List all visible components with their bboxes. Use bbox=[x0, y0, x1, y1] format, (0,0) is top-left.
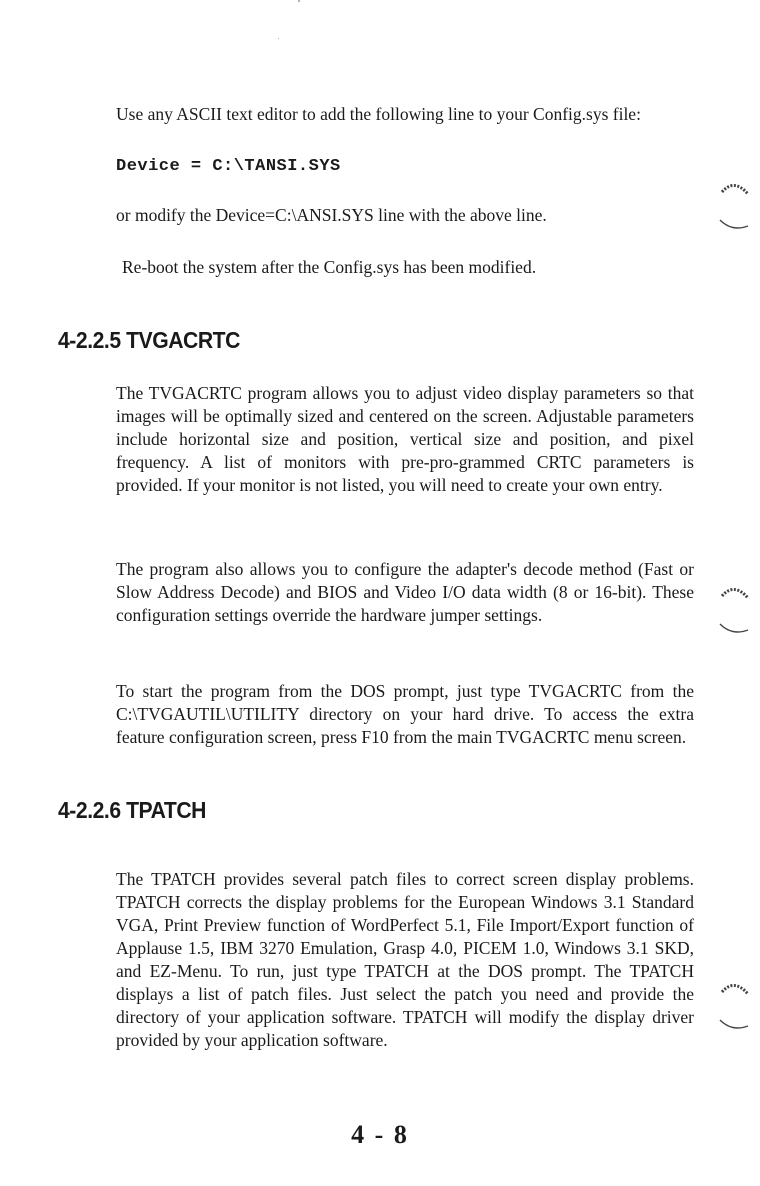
tvgacrtc-paragraph-3: To start the program from the DOS prompt, just type TVGACRTC from the C:\TVGAUTIL\UTILITY directory on your hard drive. To access the extra feature configuration screen, press F10 from the main TVGACRTC menu screen. bbox=[116, 681, 694, 747]
config-code-line: Device = C:\TANSI.SYS bbox=[116, 157, 341, 176]
binder-hole-icon bbox=[712, 580, 758, 640]
binder-hole-icon bbox=[712, 976, 758, 1036]
tpatch-paragraph-1: The TPATCH provides several patch files to correct screen display problems. TPATCH corrects the display problems for the European Windows 3.1 Standard VGA, Print Preview function of WordPerfect 5.1, File Import/Export function of Applause 1.5, IBM 3270 Emulation, Grasp 4.0, PICEM 1.0, Windows 3.1 SKD, and EZ-Menu. To run, just type TPATCH at the DOS prompt. The TPATCH displays a list of patch files. Just select the patch you need and provide the directory of your application software. TPATCH will modify the display driver provided by your application software. bbox=[116, 869, 694, 1050]
intro-modify-note: or modify the Device=C:\ANSI.SYS line with the above line. bbox=[116, 205, 547, 225]
binder-hole-mark bbox=[712, 176, 758, 236]
section-heading-tvgacrtc: 4-2.2.5 TVGACRTC bbox=[58, 327, 240, 353]
page-number: 4 - 8 bbox=[351, 1120, 409, 1149]
tvgacrtc-paragraph-2: The program also allows you to configure the adapter's decode method (Fast or Slow Address Decode) and BIOS and Video I/O data width (8 or 16-bit). These configuration settings override the hardware jumper settings. bbox=[116, 559, 694, 625]
intro-reboot-note: Re-boot the system after the Config.sys has been modified. bbox=[122, 257, 537, 277]
binder-hole-mark bbox=[712, 580, 758, 640]
binder-hole-mark bbox=[712, 976, 758, 1036]
binder-hole-icon bbox=[712, 176, 758, 236]
section-heading-tpatch: 4-2.2.6 TPATCH bbox=[58, 797, 206, 823]
tvgacrtc-paragraph-1: The TVGACRTC program allows you to adjust video display parameters so that images will be optimally sized and centered on the screen. Adjustable parameters include horizontal size and position, vertical size and position, and pixel frequency. A list of monitors with pre-pro-grammed CRTC parameters is provided. If your monitor is not listed, you will need to create your own entry. bbox=[116, 383, 694, 495]
scan-speck bbox=[298, 0, 300, 2]
intro-instruction: Use any ASCII text editor to add the following line to your Config.sys file: bbox=[116, 104, 641, 124]
scan-speck bbox=[278, 38, 279, 39]
